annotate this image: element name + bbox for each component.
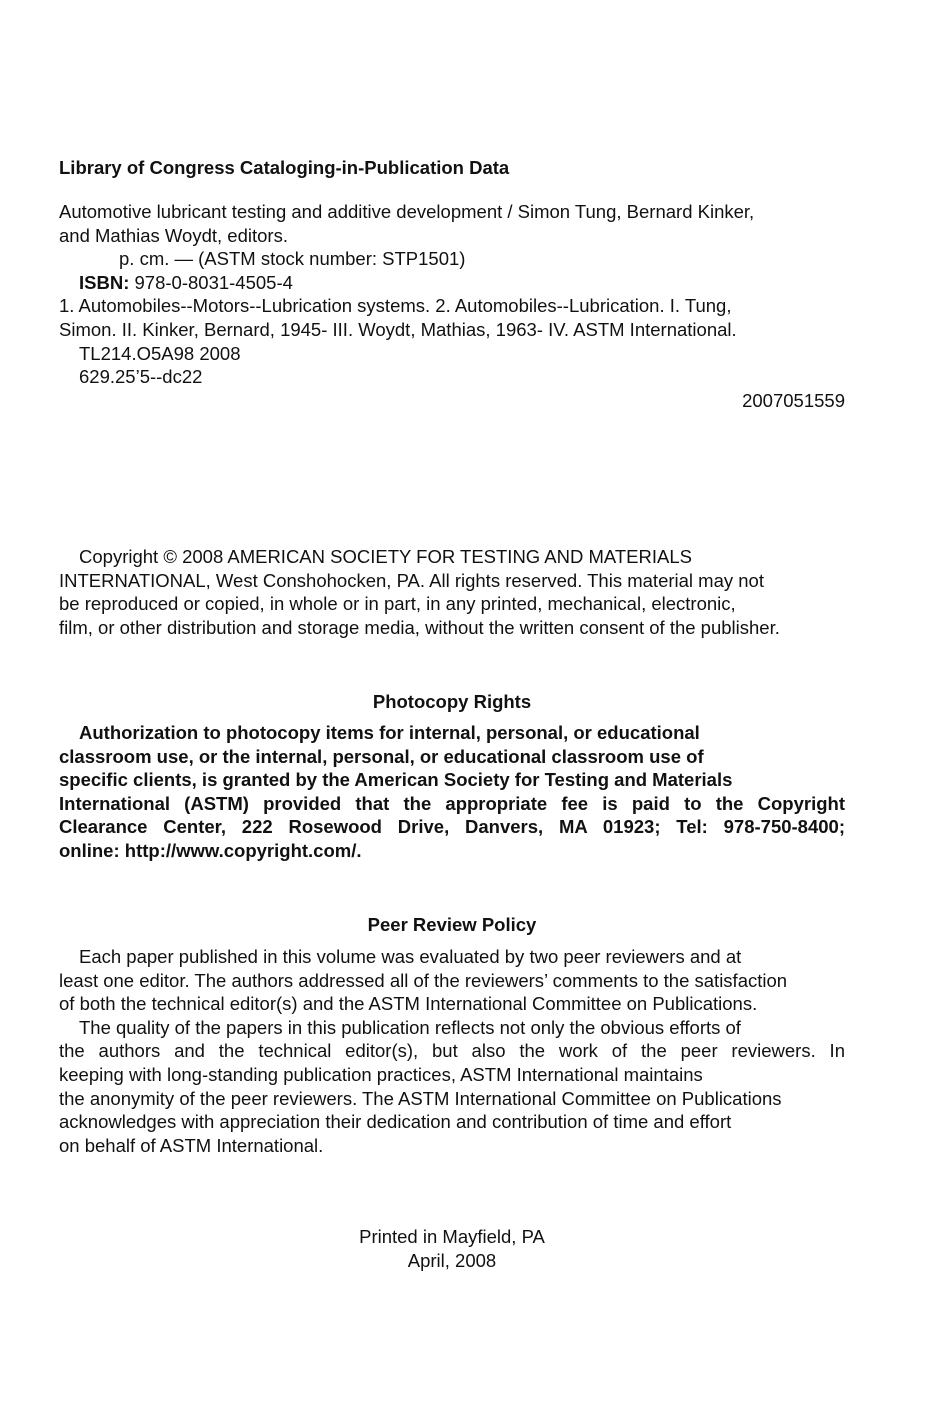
cip-lccn: 2007051559 (742, 389, 845, 411)
copyright-line: film, or other distribution and storage media, without the written consent of the publisher. (59, 616, 780, 638)
peer-review-line: least one editor. The authors addressed all of the reviewers’ comments to the satisfaction (59, 969, 788, 991)
peer-review-heading: Peer Review Policy (367, 914, 537, 935)
cip-heading: Library of Congress Cataloging-in-Publication Data (59, 157, 510, 178)
imprint (59, 1225, 845, 1272)
cip-subjects-line: 1. Automobiles--Motors--Lubrication systems. 2. Automobiles--Lubrication. I. Tung, (59, 295, 732, 317)
cip-dewey: 629.25’5--dc22 (79, 366, 203, 388)
print-date: April, 2008 (407, 1249, 497, 1271)
photocopy-line: specific clients, is granted by the American Society for Testing and Materials (59, 769, 733, 791)
cip-subjects-line: Simon. II. Kinker, Bernard, 1945- III. Woydt, Mathias, 1963- IV. ASTM International. (59, 318, 737, 340)
peer-review-line: on behalf of ASTM International. (59, 1134, 324, 1156)
photocopy-line: Clearance Center, 222 Rosewood Drive, Danvers, MA 01923; Tel: 978-750-8400; (59, 816, 845, 838)
cip-isbn-line (59, 271, 845, 295)
copyright-line: be reproduced or copied, in whole or in part, in any printed, mechanical, electronic, (59, 593, 736, 615)
photocopy-heading: Photocopy Rights (372, 691, 532, 712)
peer-review-line: Each paper published in this volume was evaluated by two peer reviewers and at (79, 946, 742, 967)
cip-lc-class: TL214.O5A98 2008 (79, 342, 241, 364)
copyright-line: INTERNATIONAL, West Conshohocken, PA. All rights reserved. This material may not (59, 569, 764, 591)
isbn-value: 978-0-8031-4505-4 (129, 271, 293, 293)
photocopy-line: Authorization to photocopy items for internal, personal, or educational (79, 722, 700, 743)
photocopy-line: online: http://www.copyright.com/. (59, 839, 362, 861)
peer-review-line: the authors and the technical editor(s), but also the work of the peer reviewers. In (59, 1040, 845, 1062)
copyright-notice (59, 545, 845, 639)
photocopy-line: classroom use, or the internal, personal, or educational classroom use of (59, 745, 704, 767)
peer-review-line: acknowledges with appreciation their dedication and contribution of time and effort (59, 1111, 732, 1133)
peer-review-line: The quality of the papers in this publication reflects not only the obvious efforts of (79, 1016, 741, 1038)
photocopy-rights-section (59, 690, 845, 714)
photocopy-rights-text (59, 721, 845, 863)
cip-block (59, 156, 845, 180)
printed-in: Printed in Mayfield, PA (359, 1226, 545, 1247)
copyright-line: Copyright © 2008 AMERICAN SOCIETY FOR TESTING AND MATERIALS (79, 546, 692, 567)
peer-review-line: the anonymity of the peer reviewers. The ASTM International Committee on Publications (59, 1087, 782, 1109)
peer-review-section (59, 913, 845, 937)
isbn-label: ISBN: (79, 271, 130, 293)
peer-review-line: of both the technical editor(s) and the ASTM International Committee on Publications. (59, 993, 758, 1015)
peer-review-text (59, 945, 845, 1157)
cip-series-line: p. cm. — (ASTM stock number: STP1501) (119, 248, 466, 270)
copyright-page (59, 0, 845, 1425)
photocopy-line: International (ASTM) provided that the appropriate fee is paid to the Copyright (59, 792, 845, 814)
cip-title-line: Automotive lubricant testing and additive development / Simon Tung, Bernard Kinker, (59, 201, 755, 222)
cip-title-line: and Mathias Woydt, editors. (59, 224, 288, 246)
cip-record (59, 200, 845, 412)
peer-review-line: keeping with long-standing publication practices, ASTM International maintains (59, 1063, 703, 1085)
